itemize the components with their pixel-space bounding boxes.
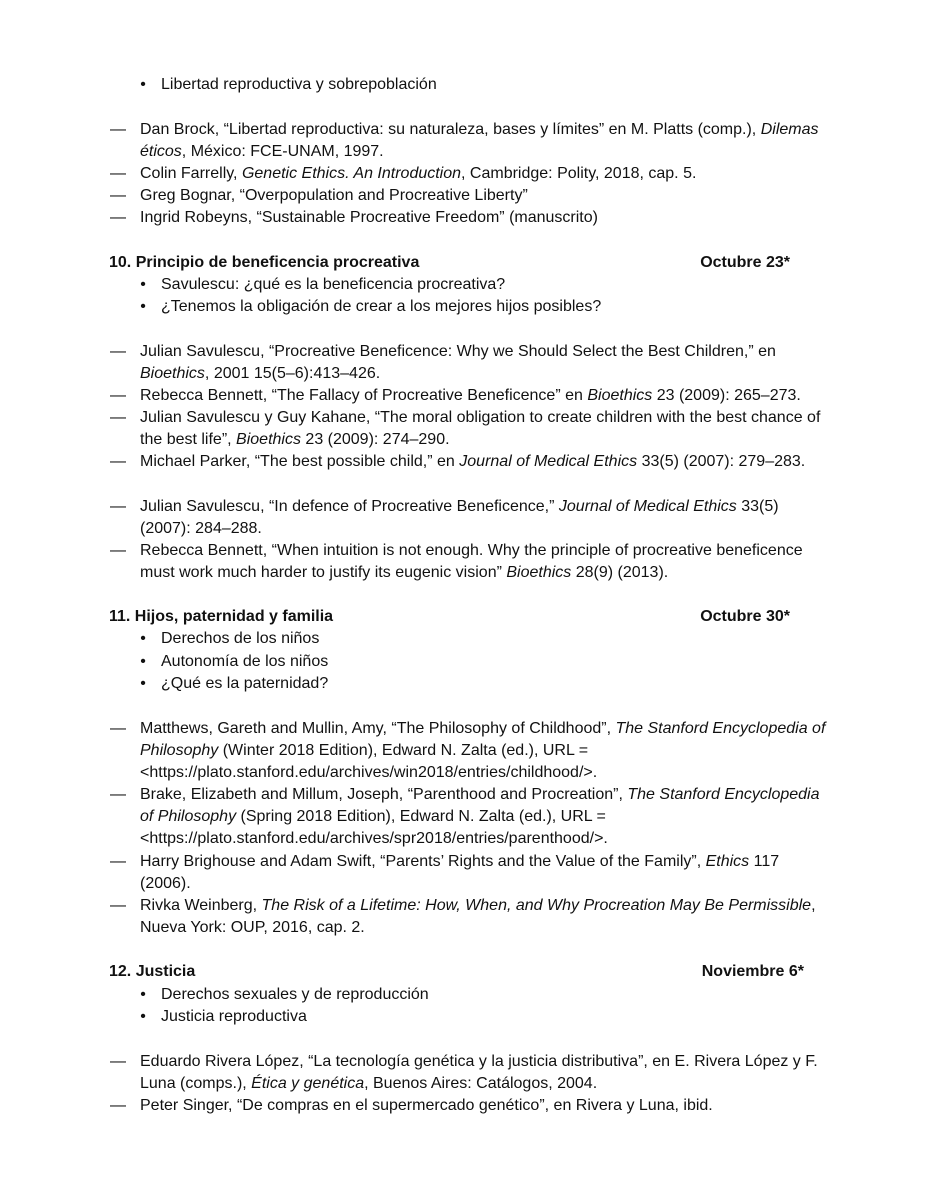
italic-title: Journal of Medical Ethics bbox=[459, 453, 638, 470]
bullet-glyph: • bbox=[140, 76, 146, 93]
text-run: Harry Brighouse and Adam Swift, “Parents’ Rights and the Value of the Family”, bbox=[140, 853, 706, 870]
em-dash-marker: — bbox=[110, 165, 126, 182]
em-dash-marker: — bbox=[110, 409, 126, 426]
reference-text bbox=[140, 207, 830, 229]
italic-title: Ética y genética bbox=[251, 1075, 365, 1093]
bullet-text: Savulescu: ¿qué es la beneficencia procreativa? bbox=[161, 276, 506, 293]
text-run: Brake, Elizabeth and Millum, Joseph, “Parenthood and Procreation”, bbox=[140, 786, 628, 803]
text-run: Colin Farrelly, bbox=[140, 165, 242, 182]
text-run: Michael Parker, “The best possible child,” en bbox=[140, 453, 460, 470]
em-dash-marker: — bbox=[110, 453, 126, 470]
reference-entry bbox=[110, 1095, 830, 1117]
em-dash-marker: — bbox=[110, 209, 126, 226]
em-dash-marker: — bbox=[110, 853, 126, 870]
text-run: 28(9) (2013). bbox=[571, 564, 669, 582]
section-title: 10. Principio de beneficencia procreativa bbox=[109, 254, 420, 271]
text-run: Rivka Weinberg, bbox=[140, 897, 262, 914]
italic-title: The Stanford Encyclopedia of Philosophy bbox=[140, 720, 826, 760]
reference-entry bbox=[110, 1051, 830, 1095]
em-dash-marker: — bbox=[110, 343, 126, 360]
section-date: Octubre 30* bbox=[700, 608, 790, 625]
text-run: 23 (2009): 265–273. bbox=[652, 387, 801, 404]
bullet-glyph: • bbox=[140, 298, 146, 315]
bullet-text: Autonomía de los niños bbox=[161, 653, 329, 670]
reference-text bbox=[140, 496, 830, 540]
text-run: 117 (2006). bbox=[140, 853, 780, 893]
em-dash-marker: — bbox=[110, 786, 126, 803]
section-heading bbox=[109, 606, 809, 628]
italic-title: The Stanford Encyclopedia of Philosophy bbox=[140, 786, 820, 826]
em-dash-marker: — bbox=[110, 897, 126, 914]
italic-title: The Risk of a Lifetime: How, When, and Why Procreation May Be Permissible bbox=[261, 897, 812, 914]
bullet-text: Derechos sexuales y de reproducción bbox=[161, 986, 429, 1003]
text-run: Rebecca Bennett, “When intuition is not enough. Why the principle of procreative beneficence must work much harder to justify its eugenic vision” bbox=[140, 542, 803, 582]
italic-title: Dilemas éticos bbox=[140, 121, 819, 161]
reference-text bbox=[140, 185, 830, 207]
text-run: Julian Savulescu y Guy Kahane, “The moral obligation to create children with the best chance of the best life”, bbox=[140, 409, 821, 449]
em-dash-marker: — bbox=[110, 720, 126, 737]
text-run: , Nueva York: OUP, 2016, cap. 2. bbox=[140, 897, 816, 937]
reference-text bbox=[140, 385, 830, 407]
italic-title: Journal of Medical Ethics bbox=[558, 498, 737, 515]
bullet-glyph: • bbox=[140, 1008, 146, 1025]
text-run: Matthews, Gareth and Mullin, Amy, “The Philosophy of Childhood”, bbox=[140, 720, 616, 737]
reference-entry bbox=[110, 341, 830, 385]
italic-title: Bioethics bbox=[506, 564, 572, 582]
reference-text bbox=[140, 895, 830, 939]
text-run: , 2001 15(5–6):413–426. bbox=[204, 365, 381, 383]
section-title: 11. Hijos, paternidad y familia bbox=[109, 608, 334, 625]
reference-entry bbox=[110, 185, 830, 207]
reference-entry bbox=[110, 718, 830, 785]
em-dash-marker: — bbox=[110, 121, 126, 138]
text-run: (Spring 2018 Edition), Edward N. Zalta (ed.), URL = <https://plato.stanford.edu/archives/spr2018/entries/parenthood/>. bbox=[140, 808, 608, 848]
text-run: , Cambridge: Polity, 2018, cap. 5. bbox=[461, 165, 697, 182]
reference-text bbox=[140, 341, 830, 385]
reference-text bbox=[140, 718, 830, 785]
reference-entry bbox=[110, 895, 830, 939]
bullet-text: Justicia reproductiva bbox=[161, 1008, 307, 1025]
em-dash-marker: — bbox=[110, 187, 126, 204]
text-run: 33(5) (2007): 284–288. bbox=[140, 498, 779, 538]
reference-text bbox=[140, 451, 830, 473]
text-run: Julian Savulescu, “In defence of Procreative Beneficence,” bbox=[140, 498, 559, 515]
section-heading bbox=[109, 252, 809, 274]
reference-entry bbox=[110, 163, 830, 185]
text-run: Peter Singer, “De compras en el supermercado genético”, en Rivera y Luna, ibid. bbox=[140, 1097, 713, 1114]
em-dash-marker: — bbox=[110, 498, 126, 515]
bullet-text: ¿Qué es la paternidad? bbox=[161, 675, 329, 692]
bullet-glyph: • bbox=[140, 630, 146, 647]
reference-text bbox=[140, 1095, 830, 1117]
italic-title: Ethics bbox=[705, 853, 750, 870]
em-dash-marker: — bbox=[110, 387, 126, 404]
reference-entry bbox=[110, 851, 830, 895]
text-run: 23 (2009): 274–290. bbox=[300, 431, 450, 449]
reference-entry bbox=[110, 451, 830, 473]
section-date: Octubre 23* bbox=[700, 254, 790, 271]
text-run: , México: FCE-UNAM, 1997. bbox=[181, 143, 384, 161]
em-dash-marker: — bbox=[110, 1097, 126, 1114]
em-dash-marker: — bbox=[110, 1053, 126, 1070]
bullet-glyph: • bbox=[140, 986, 146, 1003]
reference-text bbox=[140, 119, 830, 163]
reference-entry bbox=[110, 207, 830, 229]
text-run: 33(5) (2007): 279–283. bbox=[637, 453, 806, 470]
italic-title: Genetic Ethics. An Introduction bbox=[241, 165, 462, 182]
section-date: Noviembre 6* bbox=[701, 963, 804, 980]
bullet-glyph: • bbox=[140, 276, 146, 293]
text-run: (Winter 2018 Edition), Edward N. Zalta (ed.), URL = <https://plato.stanford.edu/archives/win2018/entries/childhood/>. bbox=[140, 742, 598, 782]
bullet-glyph: • bbox=[140, 675, 146, 692]
reference-entry bbox=[110, 385, 830, 407]
text-run: , Buenos Aires: Catálogos, 2004. bbox=[364, 1075, 598, 1093]
em-dash-marker: — bbox=[110, 542, 126, 559]
italic-title: Bioethics bbox=[140, 365, 205, 383]
text-run: Dan Brock, “Libertad reproductiva: su naturaleza, bases y límites” en M. Platts (comp.), bbox=[140, 121, 761, 138]
section-title: 12. Justicia bbox=[109, 963, 196, 980]
reference-text bbox=[140, 407, 830, 451]
text-run: Eduardo Rivera López, “La tecnología genética y la justicia distributiva”, en E. Rivera López y F. Luna (comps.), bbox=[140, 1053, 818, 1093]
bullet-glyph: • bbox=[140, 653, 146, 670]
bullet-text: Libertad reproductiva y sobrepoblación bbox=[161, 76, 437, 93]
section-heading bbox=[109, 961, 809, 983]
italic-title: Bioethics bbox=[236, 431, 301, 449]
italic-title: Bioethics bbox=[587, 387, 653, 404]
reference-text bbox=[140, 1051, 830, 1095]
reference-entry bbox=[110, 784, 830, 851]
reference-text bbox=[140, 851, 830, 895]
reference-entry bbox=[110, 407, 830, 451]
reference-entry bbox=[110, 540, 830, 584]
reference-entry bbox=[110, 119, 830, 163]
reference-entry bbox=[110, 496, 830, 540]
text-run: Rebecca Bennett, “The Fallacy of Procreative Beneficence” en bbox=[140, 387, 588, 404]
reference-text bbox=[140, 163, 830, 185]
bullet-text: Derechos de los niños bbox=[161, 630, 320, 647]
text-run: Julian Savulescu, “Procreative Beneficence: Why we Should Select the Best Children,” en bbox=[140, 343, 776, 360]
text-run: Ingrid Robeyns, “Sustainable Procreative Freedom” (manuscrito) bbox=[140, 209, 598, 226]
reference-text bbox=[140, 784, 830, 851]
bullet-text: ¿Tenemos la obligación de crear a los mejores hijos posibles? bbox=[161, 298, 602, 315]
text-run: Greg Bognar, “Overpopulation and Procreative Liberty” bbox=[140, 187, 528, 204]
reference-text bbox=[140, 540, 830, 584]
